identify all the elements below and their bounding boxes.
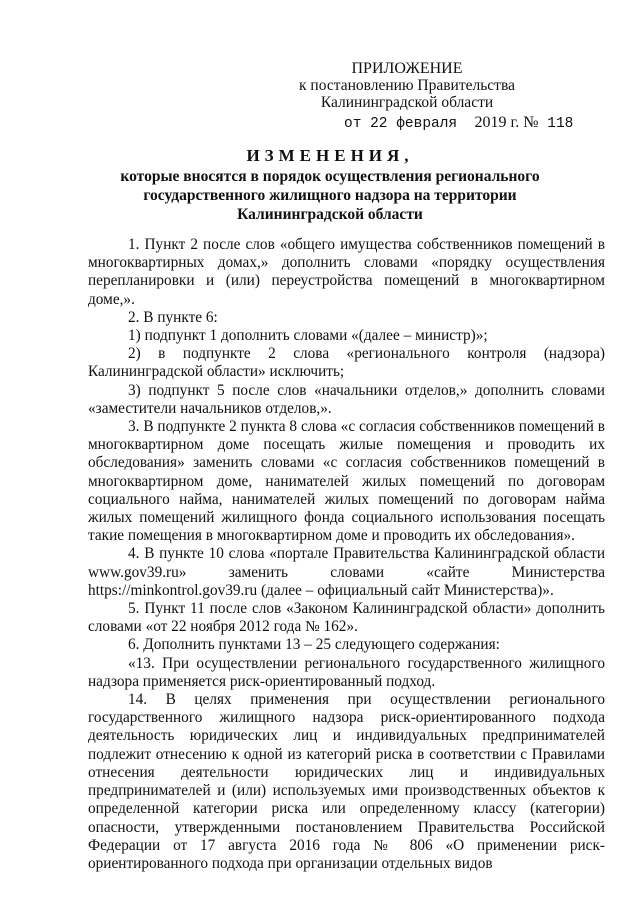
appendix-title: ПРИЛОЖЕНИЕ: [351, 60, 463, 77]
paragraph: 5. Пункт 11 после слов «Законом Калининградской области» дополнить словами «от 22 ноября 2012 года № 162».: [88, 600, 605, 636]
decree-date-line: [344, 114, 573, 132]
paragraph: 6. Дополнить пунктами 13 – 25 следующего содержания:: [128, 636, 500, 654]
appendix-block: [257, 60, 557, 111]
paragraph: 2) в подпункте 2 слова «регионального контроля (надзора) Калининградской области» исключить;: [88, 345, 605, 381]
decree-date: от 22 февраля: [344, 116, 458, 132]
heading-title: ИЗМЕНЕНИЯ,: [246, 146, 414, 165]
heading-line: Калининградской области: [237, 206, 423, 223]
paragraph: 3) подпункт 5 после слов «начальники отделов,» дополнить словами «заместители начальников отделов,».: [88, 381, 605, 417]
appendix-line: Калининградской области: [320, 94, 494, 111]
document-body: [88, 236, 605, 873]
paragraph: 3. В подпункте 2 пункта 8 слова «с согласия собственников помещений в многоквартирном доме посещать жилые помещения и проводить их обследования» заменить словами «с согласия собственников помещений в многоквартирном доме, нанимателей жилых помещений по договорам социального найма, нанимателей жилых помещений по договорам найма жилых помещений жилищного фонда социального использования посещать такие помещения в многоквартирном доме и проводить их обследования».: [88, 418, 605, 545]
heading-line: государственного жилищного надзора на территории: [143, 187, 517, 204]
paragraph: 4. В пункте 10 слова «портале Правительства Калининградской области www.gov39.ru» заменить словами «сайте Министерства https://minkontrol.gov39.ru (далее – официальный сайт Министерства)».: [88, 545, 605, 599]
decree-number: 118: [547, 116, 574, 132]
paragraph: 14. В целях применения при осуществлении регионального государственного жилищного надзора риск-ориентированного подхода деятельность юридических лиц и индивидуальных предпринимателей подлежит отнесению к одной из категорий риска в соответствии с Правилами отнесения деятельности юридических лиц и индивидуальных предпринимателей и (или) используемых ими производственных объектов к определенной категории риска или определенному классу (категории) опасности, утвержденными постановлением Правительства Российской Федерации от 17 августа 2016 года № 806 «О применении риск-ориентированного подхода при организации отдельных видов: [88, 691, 605, 872]
document-heading: [90, 146, 570, 224]
paragraph: 2. В пункте 6:: [128, 308, 218, 326]
paragraph: 1) подпункт 1 дополнить словами «(далее – министр)»;: [128, 327, 488, 345]
paragraph: «13. При осуществлении регионального государственного жилищного надзора применяется риск-ориентированный подход.: [88, 654, 605, 690]
appendix-line: к постановлению Правительства: [299, 77, 515, 94]
paragraph: 1. Пункт 2 после слов «общего имущества собственников помещений в многоквартирных домах,» дополнить словами «порядку осуществления перепланировки и (или) переустройства помещений в многоквартирном доме,».: [88, 236, 605, 308]
decree-year: 2019 г. №: [474, 114, 539, 131]
heading-line: которые вносятся в порядок осуществления регионального: [120, 168, 540, 185]
